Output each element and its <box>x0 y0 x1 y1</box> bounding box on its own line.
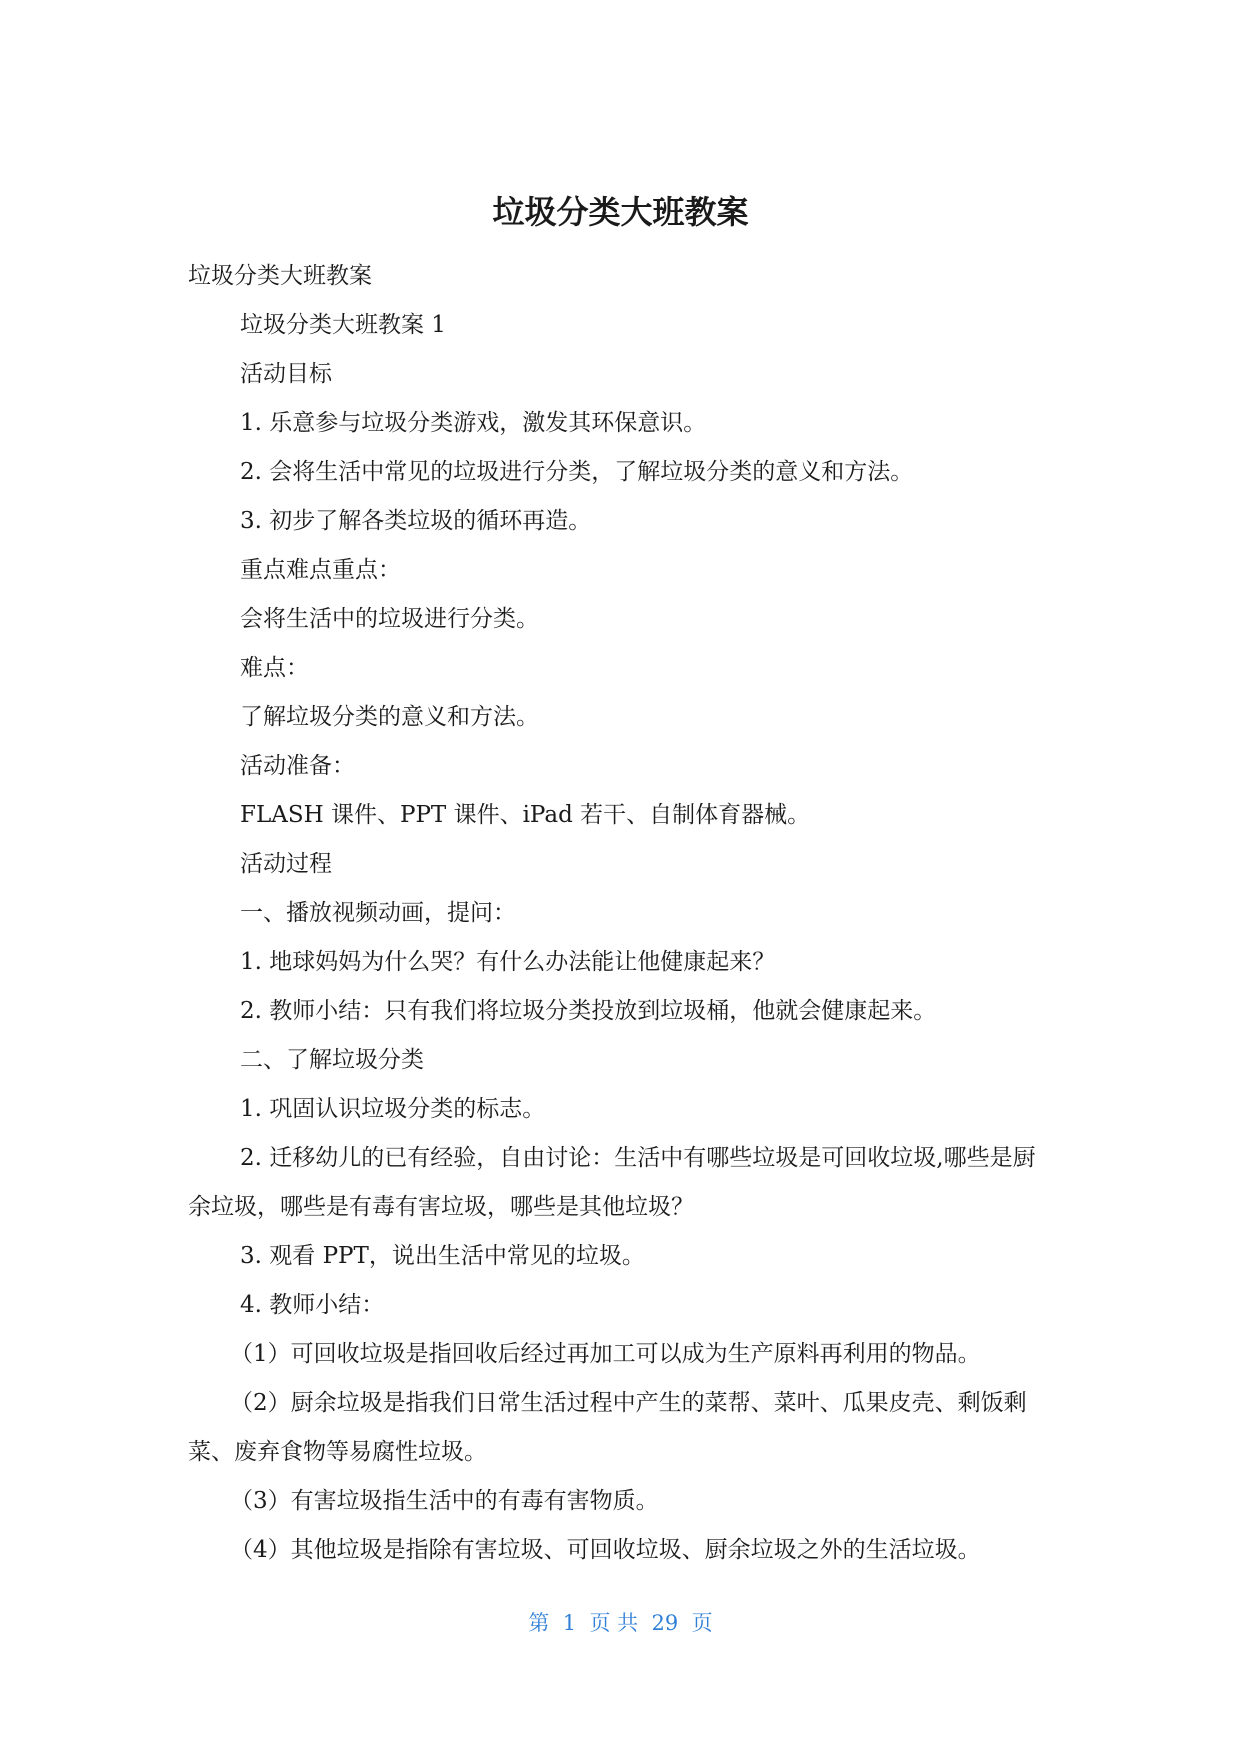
paragraph: 会将生活中的垃圾进行分类。 <box>240 606 539 632</box>
paragraph: 重点难点重点： <box>240 557 401 583</box>
paragraph: （3）有害垃圾指生活中的有毒有害物质。 <box>230 1488 659 1514</box>
page-number-footer: 第 1 页 共 29 页 <box>528 1611 713 1635</box>
paragraph: 难点： <box>240 655 309 681</box>
paragraph: 4. 教师小结： <box>240 1292 385 1318</box>
paragraph: 一、播放视频动画，提问： <box>240 900 516 926</box>
paragraph: 1. 乐意参与垃圾分类游戏，激发其环保意识。 <box>240 410 707 436</box>
paragraph: 1. 巩固认识垃圾分类的标志。 <box>240 1096 546 1122</box>
paragraph: 3. 初步了解各类垃圾的循环再造。 <box>240 508 592 534</box>
paragraph: 垃圾分类大班教案 1 <box>240 312 446 338</box>
paragraph: 垃圾分类大班教案 <box>188 263 372 289</box>
document-body <box>188 252 1054 1575</box>
paragraph: （2）厨余垃圾是指我们日常生活过程中产生的菜帮、菜叶、瓜果皮壳、剩饭剩菜、废弃食物等易腐性垃圾。 <box>188 1390 1027 1465</box>
paragraph: 2. 会将生活中常见的垃圾进行分类，了解垃圾分类的意义和方法。 <box>240 459 914 485</box>
paragraph: 了解垃圾分类的意义和方法。 <box>240 704 539 730</box>
paragraph: 活动目标 <box>240 361 332 387</box>
paragraph: （1）可回收垃圾是指回收后经过再加工可以成为生产原料再利用的物品。 <box>230 1341 981 1367</box>
paragraph: 二、了解垃圾分类 <box>240 1047 424 1073</box>
paragraph: 2. 迁移幼儿的已有经验，自由讨论：生活中有哪些垃圾是可回收垃圾,哪些是厨余垃圾，哪些是有毒有害垃圾，哪些是其他垃圾？ <box>188 1145 1036 1220</box>
paragraph: 1. 地球妈妈为什么哭？有什么办法能让他健康起来？ <box>240 949 776 975</box>
paragraph: 3. 观看 PPT，说出生活中常见的垃圾。 <box>240 1243 645 1269</box>
paragraph: 活动过程 <box>240 851 332 877</box>
document-title: 垃圾分类大班教案 <box>492 193 749 231</box>
paragraph: FLASH 课件、PPT 课件、iPad 若干、自制体育器械。 <box>240 802 811 828</box>
paragraph: 活动准备： <box>240 753 355 779</box>
paragraph: （4）其他垃圾是指除有害垃圾、可回收垃圾、厨余垃圾之外的生活垃圾。 <box>230 1537 981 1563</box>
paragraph: 2. 教师小结：只有我们将垃圾分类投放到垃圾桶，他就会健康起来。 <box>240 998 937 1024</box>
